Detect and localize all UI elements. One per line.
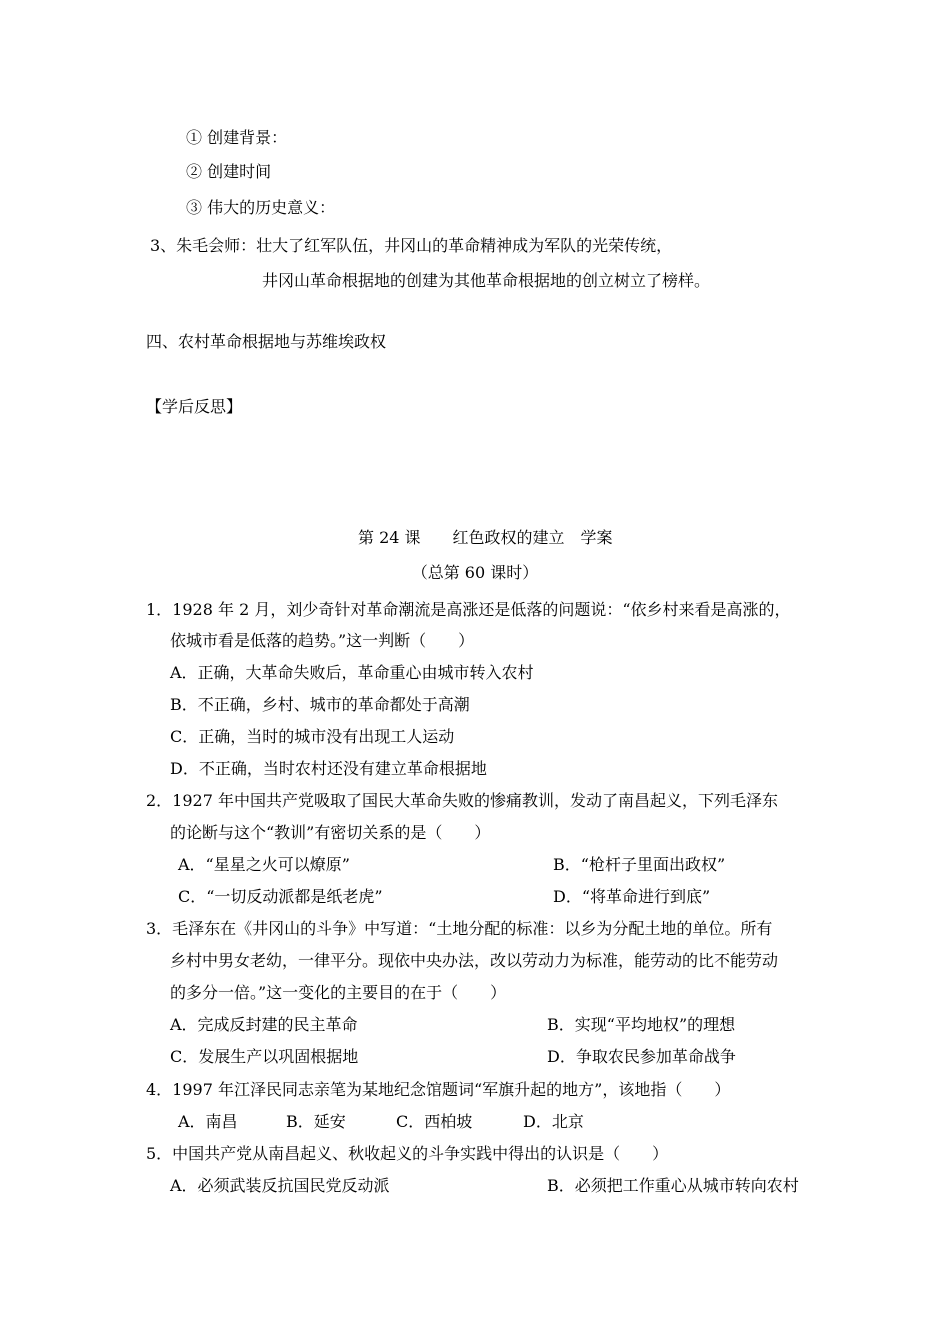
option-d: D．不正确，当时农村还没有建立革命根据地: [170, 759, 487, 778]
option-a: A．正确，大革命失败后，革命重心由城市转入农村: [170, 663, 534, 682]
item-time: ② 创建时间: [186, 162, 272, 181]
option-c: C．发展生产以巩固根据地: [170, 1047, 359, 1066]
question-stem: 的论断与这个“教训”有密切关系的是（ ）: [170, 823, 491, 842]
option-b: B．必须把工作重心从城市转向农村: [547, 1176, 799, 1195]
point3-line1: 3、朱毛会师：壮大了红军队伍，井冈山的革命精神成为军队的光荣传统，: [150, 236, 673, 255]
question-stem: 乡村中男女老幼，一律平分。现依中央办法，改以劳动力为标准，能劳动的比不能劳动: [170, 951, 779, 970]
option-a: A．南昌: [178, 1112, 238, 1131]
lesson-subtitle: （总第 60 课时）: [411, 563, 539, 582]
option-b: B．不正确，乡村、城市的革命都处于高潮: [170, 695, 470, 714]
item-background: ① 创建背景：: [186, 128, 288, 147]
point3-line2: 井冈山革命根据地的创建为其他革命根据地的创立树立了榜样。: [262, 271, 711, 290]
question-stem: 1．1928 年 2 月，刘少奇针对革命潮流是高涨还是低落的问题说：“依乡村来看是高涨的，: [146, 600, 791, 619]
option-b: B．延安: [286, 1112, 346, 1131]
option-a: A．完成反封建的民主革命: [170, 1015, 358, 1034]
question-stem: 3．毛泽东在《井冈山的斗争》中写道：“土地分配的标准：以乡为分配土地的单位。所有: [146, 919, 773, 938]
reflection-heading: 【学后反思】: [146, 397, 243, 416]
option-a: A．“星星之火可以燎原”: [178, 855, 350, 874]
option-c: C．“一切反动派都是纸老虎”: [178, 887, 383, 906]
section4-heading: 四、农村革命根据地与苏维埃政权: [146, 332, 387, 351]
option-c: C．西柏坡: [396, 1112, 473, 1131]
option-b: B．实现“平均地权”的理想: [547, 1015, 736, 1034]
option-d: D．争取农民参加革命战争: [547, 1047, 736, 1066]
question-stem: 依城市看是低落的趋势。”这一判断（ ）: [170, 631, 475, 650]
option-a: A．必须武装反抗国民党反动派: [170, 1176, 390, 1195]
question-stem: 4．1997 年江泽民同志亲笔为某地纪念馆题词“军旗升起的地方”，该地指（ ）: [146, 1080, 731, 1099]
question-stem: 5．中国共产党从南昌起义、秋收起义的斗争实践中得出的认识是（ ）: [146, 1144, 669, 1163]
option-c: C．正确，当时的城市没有出现工人运动: [170, 727, 455, 746]
question-stem: 的多分一倍。”这一变化的主要目的在于（ ）: [170, 983, 507, 1002]
option-d: D．“将革命进行到底”: [553, 887, 711, 906]
lesson-title: 第 24 课 红色政权的建立 学案: [358, 528, 613, 547]
item-significance: ③ 伟大的历史意义：: [186, 198, 336, 217]
option-b: B．“枪杆子里面出政权”: [553, 855, 726, 874]
option-d: D．北京: [523, 1112, 584, 1131]
question-stem: 2．1927 年中国共产党吸取了国民大革命失败的惨痛教训，发动了南昌起义，下列毛泽东: [146, 791, 778, 810]
